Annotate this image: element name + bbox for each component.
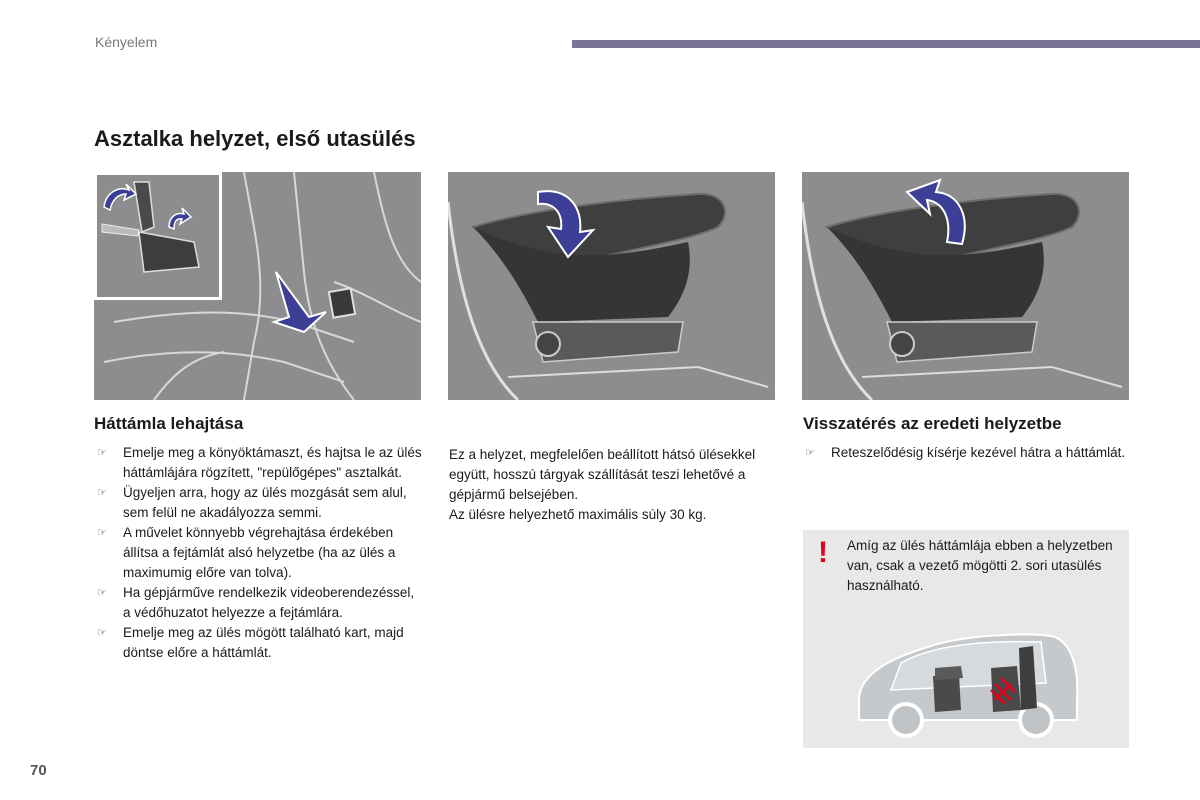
page-title: Asztalka helyzet, első utasülés — [94, 126, 416, 151]
list-item: ☞ Emelje meg az ülés mögött található kart, majd döntse előre a háttámlát. — [97, 625, 404, 660]
hand-pointer-icon: ☞ — [805, 447, 815, 459]
header-bar — [572, 40, 1200, 48]
page-number: 70 — [30, 762, 47, 779]
description-paragraph: Ez a helyzet, megfelelően beállított hátsó ülésekkel együtt, hosszú tárgyak szállítását teszi lehetővé a gépjármű belsejében. — [449, 447, 756, 502]
figure-backrest-fold — [448, 172, 775, 400]
hand-pointer-icon: ☞ — [97, 527, 107, 539]
section-label: Kényelem — [95, 34, 158, 50]
hand-pointer-icon: ☞ — [97, 447, 107, 459]
hand-pointer-icon: ☞ — [97, 487, 107, 499]
figure-seat-overview — [94, 172, 421, 400]
warning-icon: ! — [818, 536, 828, 569]
heading-fold-backrest: Háttámla lehajtása — [94, 414, 244, 433]
return-instructions — [803, 443, 1129, 463]
list-item: ☞ Ha gépjárműve rendelkezik videoberendezéssel, a védőhuzatot helyezze a fejtámlára. — [97, 585, 415, 620]
position-description — [449, 445, 759, 525]
weight-limit-paragraph: Az ülésre helyezhető maximális súly 30 kg. — [449, 507, 707, 522]
list-item: ☞ Emelje meg a könyöktámaszt, és hajtsa le az ülés háttámlájára rögzített, "repülőgépes" asztalkát. — [97, 445, 422, 480]
warning-box — [803, 530, 1129, 748]
heading-return-position: Visszatérés az eredeti helyzetbe — [803, 414, 1062, 433]
list-item: ☞ Ügyeljen arra, hogy az ülés mozgását sem alul, sem felül ne akadályozza semmi. — [97, 485, 407, 520]
list-item: ☞ Reteszelődésig kísérje kezével hátra a háttámlát. — [803, 443, 1129, 463]
list-item: ☞ A művelet könnyebb végrehajtása érdekében állítsa a fejtámlát alsó helyzetbe (ha az ülés a maximumig előre van tolva). — [97, 525, 396, 580]
hand-pointer-icon: ☞ — [97, 627, 107, 639]
fold-instructions — [95, 443, 425, 663]
figure-backrest-return — [802, 172, 1129, 400]
car-seating-diagram — [851, 628, 1083, 746]
hand-pointer-icon: ☞ — [97, 587, 107, 599]
warning-text: Amíg az ülés háttámlája ebben a helyzetben van, csak a vezető mögötti 2. sori utasülés használható. — [847, 538, 1113, 593]
